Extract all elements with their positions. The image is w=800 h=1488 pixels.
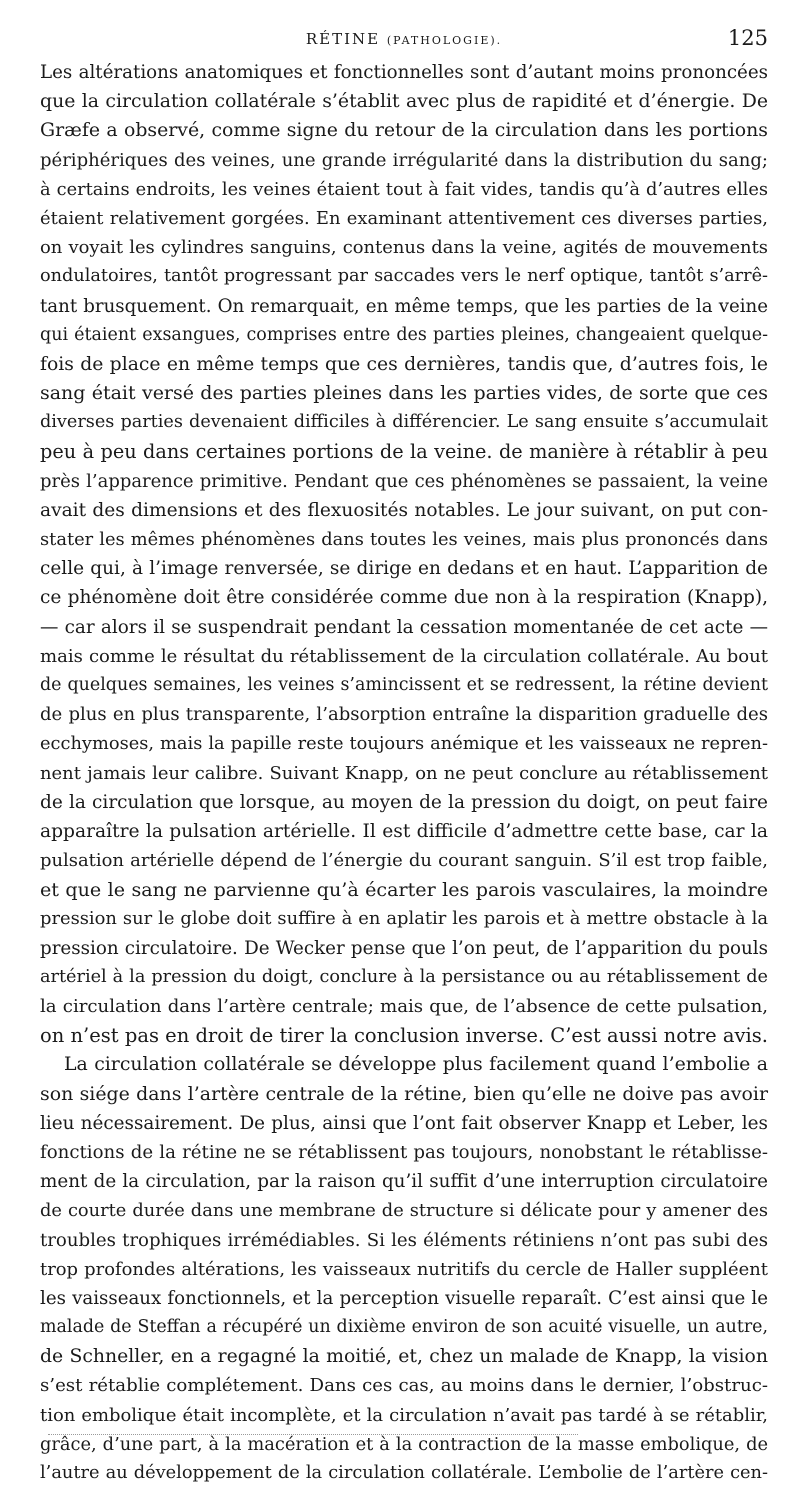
running-title <box>40 30 768 48</box>
text-line: tion embolique était incomplète, et la circulation n’avait pas tardé à se rétablir, <box>40 1404 768 1426</box>
text-line: de courte durée dans une membrane de structure si délicate pour y amener des <box>40 1200 768 1222</box>
text-line: peu à peu dans certaines portions de la veine. de manière à rétablir à peu <box>40 440 768 464</box>
page-header <box>40 26 768 60</box>
text-line: stater les mêmes phénomènes dans toutes les veines, mais plus prononcés dans <box>40 529 768 550</box>
text-line: malade de Steffan a récupéré un dixième environ de son acuité visuelle, un autre, <box>40 1317 768 1338</box>
text-line: s’est rétablie complétement. Dans ces cas, au moins dans le dernier, l’obstruc- <box>40 1375 768 1397</box>
text-line: Les altérations anatomiques et fonctionnelles sont d’autant moins prononcées <box>40 62 768 83</box>
footer-dotted-rule <box>48 1434 578 1435</box>
text-line: diverses parties devenaient difficiles à différencier. Le sang ensuite s’accumulait <box>40 412 768 433</box>
body-text <box>40 58 768 1488</box>
text-line: trop profondes altérations, les vaisseaux nutritifs du cercle de Haller suppléent <box>40 1258 768 1280</box>
text-line: on voyait les cylindres sanguins, contenus dans la veine, agités de mouvements <box>40 237 768 259</box>
text-line: près l’apparence primitive. Pendant que ces phénomènes se passaient, la veine <box>40 470 768 492</box>
text-line: troubles trophiques irrémédiables. Si les éléments rétiniens n’ont pas subi des <box>40 1229 768 1251</box>
text-line: de la circulation que lorsque, au moyen de la pression du doigt, on peut faire <box>40 791 768 813</box>
text-line: l’autre au développement de la circulation collatérale. L’embolie de l’artère cen- <box>40 1463 768 1483</box>
text-line: grâce, d’une part, à la macération et à la contraction de la masse embolique, de <box>40 1433 768 1455</box>
paragraph-first-line: La circulation collatérale se développe plus facilement quand l’embolie a <box>64 1053 768 1076</box>
text-line: de Schneller, en a regagné la moitié, et, chez un malade de Knapp, la vision <box>40 1346 768 1368</box>
text-line: pulsation artérielle dépend de l’énergie du courant sanguin. S’il est trop faible, <box>40 850 768 872</box>
text-line: apparaître la pulsation artérielle. Il est difficile d’admettre cette base, car la <box>40 820 768 842</box>
text-line: son siége dans l’artère centrale de la rétine, bien qu’elle ne doive pas avoir <box>40 1082 768 1105</box>
text-line: tant brusquement. On remarquait, en même temps, que les parties de la veine <box>40 295 768 317</box>
text-line: et que le sang ne parvienne qu’à écarter les parois vasculaires, la moindre <box>40 878 768 902</box>
text-line: que la circulation collatérale s’établit avec plus de rapidité et d’énergie. De <box>40 90 768 113</box>
text-line: ment de la circulation, par la raison qu’il suffit d’une interruption circulatoire <box>40 1171 768 1193</box>
text-line: ecchymoses, mais la papille reste toujours anémique et les vaisseaux ne repren- <box>40 733 768 755</box>
text-line: nent jamais leur calibre. Suivant Knapp, on ne peut conclure au rétablissement <box>40 762 768 784</box>
text-line: artériel à la pression du doigt, conclure à la persistance ou au rétablissement de <box>40 966 768 987</box>
text-line: fois de place en même temps que ces dernières, tandis que, d’autres fois, le <box>40 353 768 375</box>
text-line: sang était versé des parties pleines dans les parties vides, de sorte que ces <box>40 382 768 405</box>
running-title-subtitle: (PATHOLOGIE). <box>386 34 503 47</box>
text-line: périphériques des veines, une grande irrégularité dans la distribution du sang; <box>40 149 768 171</box>
text-line: de plus en plus transparente, l’absorption entraîne la disparition graduelle des <box>40 704 768 726</box>
text-line: fonctions de la rétine ne se rétablissent pas toujours, nonobstant le rétablisse- <box>40 1141 768 1163</box>
page-number: 125 <box>727 26 768 50</box>
text-line: qui étaient exsangues, comprises entre des parties pleines, changeaient quelque- <box>40 324 768 345</box>
running-title-main: RÉTINE <box>305 30 381 48</box>
text-line: pression sur le globe doit suffire à en aplatir les parois et à mettre obstacle à la <box>40 908 768 930</box>
text-line: les vaisseaux fonctionnels, et la perception visuelle reparaît. C’est ainsi que le <box>40 1287 768 1309</box>
text-line: mais comme le résultat du rétablissement de la circulation collatérale. Au bout <box>40 645 768 667</box>
text-line: lieu nécessairement. De plus, ainsi que l’ont fait observer Knapp et Leber, les <box>40 1112 768 1134</box>
text-line: à certains endroits, les veines étaient tout à fait vides, tandis qu’à d’autres elles <box>40 178 768 200</box>
text-line: ondulatoires, tantôt progressant par saccades vers le nerf optique, tantôt s’arrê- <box>40 266 768 287</box>
text-line: avait des dimensions et des flexuosités notables. Le jour suivant, on put con- <box>40 499 768 521</box>
text-line: étaient relativement gorgées. En examinant attentivement ces diverses parties, <box>40 207 768 229</box>
text-line: — car alors il se suspendrait pendant la cessation momentanée de cet acte — <box>40 616 768 638</box>
text-line: ce phénomène doit être considérée comme due non à la respiration (Knapp), <box>40 587 768 609</box>
text-line: celle qui, à l’image renversée, se dirige en dedans et en haut. L’apparition de <box>40 558 768 580</box>
text-line: Græfe a observé, comme signe du retour de la circulation dans les portions <box>40 119 768 142</box>
text-line: pression circulatoire. De Wecker pense que l’on peut, de l’apparition du pouls <box>40 937 768 959</box>
text-line: de quelques semaines, les veines s’amincissent et se redressent, la rétine devient <box>40 674 768 695</box>
text-line: la circulation dans l’artère centrale; mais que, de l’absence de cette pulsation, <box>40 996 768 1017</box>
text-line: on n’est pas en droit de tirer la conclusion inverse. C’est aussi notre avis. <box>40 1024 768 1048</box>
